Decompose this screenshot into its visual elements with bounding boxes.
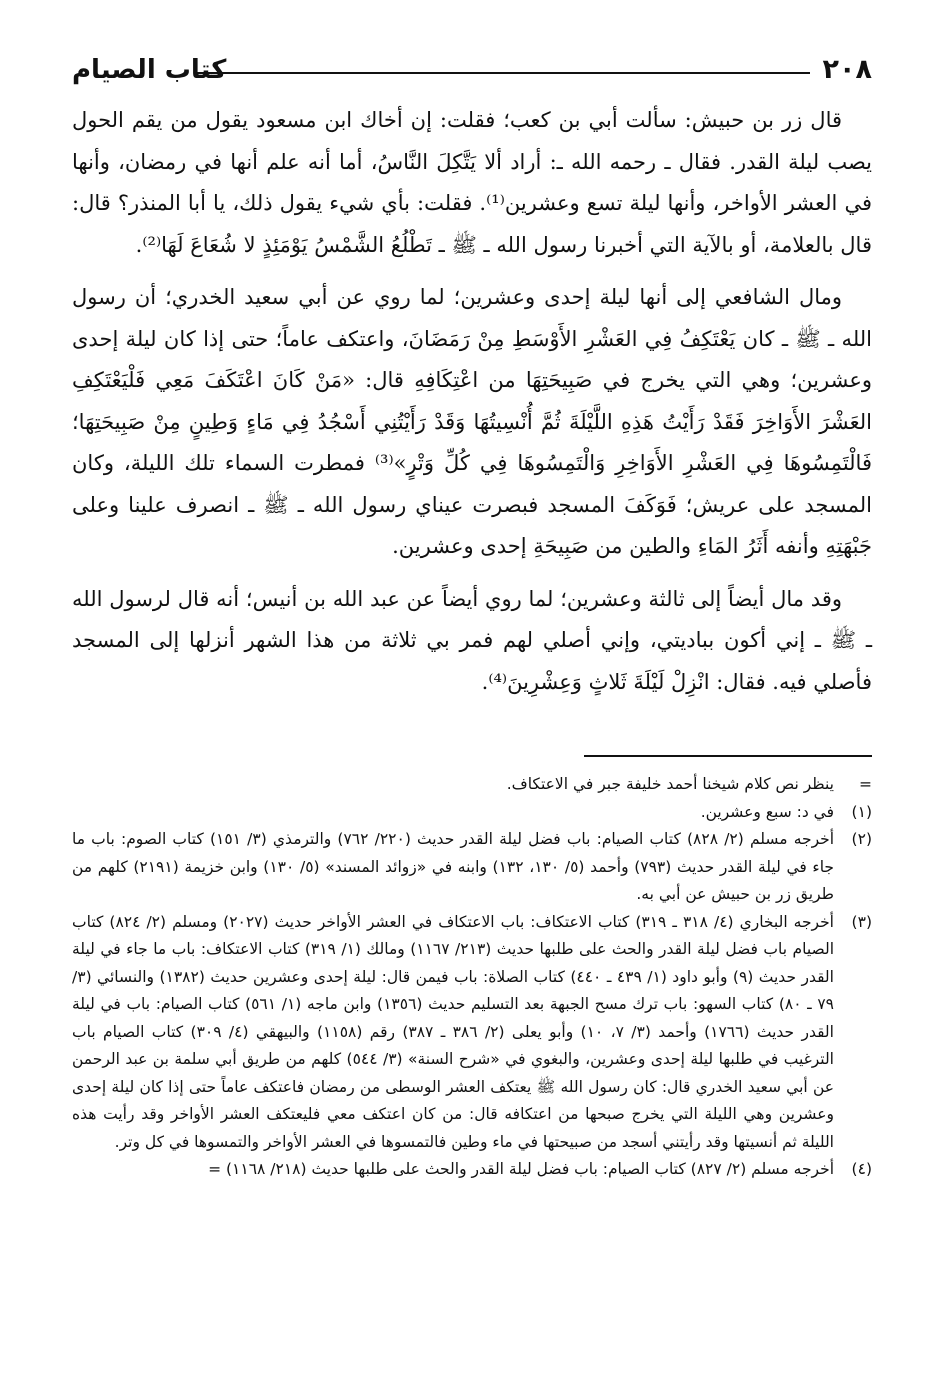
footnote-2 bbox=[72, 826, 872, 909]
footnote-text: أخرجه مسلم (٢/ ٨٢٧) كتاب الصيام: باب فضل ليلة القدر والحث على طلبها حديث (٢١٨/ ١١٦٨) = bbox=[208, 1160, 834, 1178]
footnote-3 bbox=[72, 909, 872, 1157]
footnote-text: أخرجه مسلم (٢/ ٨٢٨) كتاب الصيام: باب فضل ليلة القدر حديث (٢٢٠/ ٧٦٢) والترمذي (٣/ ١٥١) كتاب الصوم: باب ما جاء في ليلة القدر حديث (٧٩٣) وأحمد (٥/ ١٣٠، ١٣٢) وابنه في «زوائد المسند» (٥/ ١٣٠) وابن خزيمة (٢١٩١) كلهم من طريق زر بن حبيش عن أبي به. bbox=[72, 830, 835, 903]
footnote-marker: (٤) bbox=[851, 1160, 872, 1178]
footnote-continuation bbox=[72, 771, 872, 799]
paragraph-2-text: ومال الشافعي إلى أنها ليلة إحدى وعشرين؛ لما روي عن أبي سعيد الخدري؛ أن رسول الله ـ ﷺ ـ كان يَعْتَكِفُ فِي العَشْرِ الأَوْسَطِ مِنْ رَمَضَانَ، واعتكف عاماً؛ حتى إذا كان ليلة إحدى وعشرين؛ وهي التي يخرج في صَبِيحَتِهَا من اعْتِكَافِهِ قال: «مَنْ كَانَ اعْتَكَفَ مَعِي فَلْيَعْتَكِفِ العَشْرَ الأَوَاخِرَ فَقَدْ رَأَيْتُ هَذِهِ اللَّيْلَةَ ثُمَّ أُنْسِيتُهَا وَقَدْ رَأَيْتُنِي أَسْجُدُ فِي مَاءٍ وَطِينٍ مِنْ صَبِيحَتِهَا؛ فَالْتَمِسُوهَا فِي العَشْرِ الأَوَاخِرِ وَالْتَمِسُوهَا فِي كُلِّ وَتْرٍ»⁽³⁾ فمطرت السماء تلك الليلة، وكان المسجد على عريش؛ فَوَكَفَ المسجد فبصرت عيناي رسول الله ـ ﷺ ـ انصرف علينا وعلى جَبْهَتِهِ وأنفه أَثَرُ المَاءِ والطين من صَبِيحَةِ إحدى وعشرين. bbox=[72, 285, 872, 558]
header-rule bbox=[194, 72, 810, 74]
paragraph-1 bbox=[72, 100, 872, 266]
book-title: كتاب الصيام bbox=[72, 55, 227, 85]
book-page bbox=[72, 50, 872, 1184]
footnote-marker: (٣) bbox=[851, 912, 872, 931]
paragraph-1-text: قال زر بن حبيش: سألت أبي بن كعب؛ فقلت: إن أخاك ابن مسعود يقول من يقم الحول يصب ليلة القدر. فقال ـ رحمه الله ـ: أراد ألا يَتَّكِلَ النَّاسُ، أما أنه علم أنها في رمضان، وأنها في العشر الأواخر، وأنها ليلة تسع وعشرين⁽¹⁾. فقلت: بأي شيء يقول ذلك، يا أبا المنذر؟ قال: قال بالعلامة، أو بالآية التي أخبرنا رسول الله ـ ﷺ ـ تَطْلُعُ الشَّمْسُ يَوْمَئِذٍ لا شُعَاعَ لَهَا⁽²⁾. bbox=[72, 108, 872, 257]
page-number: ٢٠٨ bbox=[822, 54, 872, 85]
paragraph-2 bbox=[72, 277, 872, 568]
paragraph-3-text: وقد مال أيضاً إلى ثالثة وعشرين؛ لما روي أيضاً عن عبد الله بن أنيس؛ أنه قال لرسول الله ـ ﷺ ـ إني أكون ببادیتي، وإني أصلي لهم فمر بي ثلاثة من هذا الشهر أنزلها إلى المسجد فأصلي فيه. فقال: انْزِلْ لَيْلَةَ ثَلاثٍ وَعِشْرِينَ⁽⁴⁾. bbox=[72, 586, 872, 694]
footnote-marker: (٢) bbox=[851, 830, 872, 848]
footnote-separator bbox=[584, 755, 872, 757]
footnote-marker: (١) bbox=[851, 802, 872, 821]
footnote-text: ينظر نص كلام شيخنا أحمد خليفة جبر في الاعتكاف. bbox=[506, 775, 834, 793]
paragraph-3 bbox=[72, 579, 872, 704]
footnotes bbox=[72, 771, 872, 1184]
footnote-text: في د: سبع وعشرين. bbox=[700, 802, 834, 821]
footnote-4 bbox=[72, 1156, 872, 1184]
footnote-1 bbox=[72, 799, 872, 827]
footnote-text: أخرجه البخاري (٤/ ٣١٨ ـ ٣١٩) كتاب الاعتكاف: باب الاعتكاف في العشر الأواخر حديث (٢٠٢٧) ومسلم (٢/ ٨٢٤) كتاب الصيام باب فضل ليلة القدر والحث على طلبها حديث (٢١٣/ ١١٦٧) ومالك (١/ ٣١٩) كتاب الاعتكاف: باب ما جاء في ليلة القدر حديث (٩) وأبو داود (١/ ٤٣٩ ـ ٤٤٠) كتاب الصلاة: باب فيمن قال: ليلة إحدى وعشرين حديث (١٣٨٢) والنسائي (٣/ ٧٩ ـ ٨٠) كتاب السهو: باب ترك مسح الجبهة بعد التسليم حديث (١٣٥٦) وابن ماجه (١/ ٥٦١) كتاب الصيام: باب في ليلة القدر حديث (١٧٦٦) وأحمد (٣/ ٧، ١٠) وأبو يعلى (٢/ ٣٨٦ ـ ٣٨٧) رقم (١١٥٨) والبيهقي (٤/ ٣٠٩) كتاب الصيام باب الترغيب في طلبها ليلة إحدى وعشرين، والبغوي في «شرح السنة» (٣/ ٥٤٤) كلهم من طريق أبي سلمة بن عبد الرحمن عن أبي سعيد الخدري قال: كان رسول الله ﷺ يعتكف العشر الوسطى من رمضان فاعتكف عاماً حتى إذا كان ليلة إحدى وعشرين وهي الليلة التي يخرج صبحها من اعتكافه قال: من كان اعتكف معي فليعتكف العشر الأواخر وقد رأيت هذه الليلة ثم أنسيتها وقد رأيتني أسجد من صبيحتها في ماء وطين فالتمسوها في العشر الأواخر والتمسوها في كل وتر. bbox=[72, 912, 835, 1151]
main-text bbox=[72, 100, 872, 703]
page-header bbox=[72, 50, 872, 90]
footnote-marker: = bbox=[859, 775, 872, 793]
